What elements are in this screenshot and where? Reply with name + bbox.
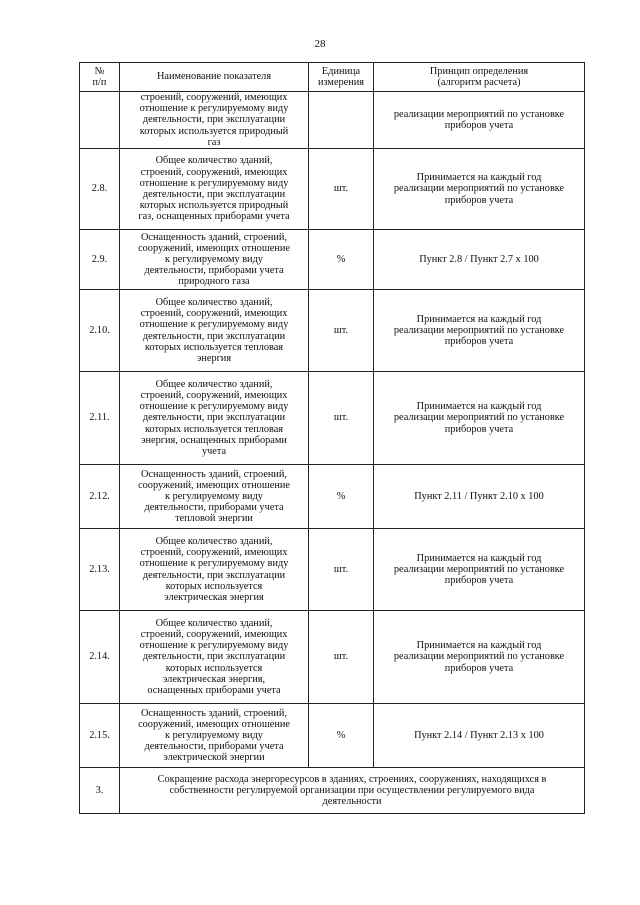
table-header-row: [80, 63, 585, 92]
table-row: [80, 704, 585, 768]
section-row: [80, 768, 585, 814]
header-rule: Принцип определения (алгоритм расчета): [374, 63, 585, 92]
cell-name: Общее количество зданий, строений, сооружений, имеющих отношение к регулируемому виду деятельности, при эксплуатации которых используется электрическая энергия, оснащенных приборами учета: [120, 611, 309, 704]
cell-unit: шт.: [309, 529, 374, 611]
cell-unit: шт.: [309, 372, 374, 465]
cell-unit: шт.: [309, 149, 374, 230]
cell-rule: Пункт 2.8 / Пункт 2.7 х 100: [374, 230, 585, 290]
cell-num: 2.8.: [80, 149, 120, 230]
cell-rule: Принимается на каждый год реализации мероприятий по установке приборов учета: [374, 149, 585, 230]
cell-rule: реализации мероприятий по установке приборов учета: [374, 92, 585, 149]
cell-unit: шт.: [309, 290, 374, 372]
cell-num: 2.14.: [80, 611, 120, 704]
table-row-continued: [80, 92, 585, 149]
indicators-table: [79, 62, 585, 814]
header-unit: Единица измерения: [309, 63, 374, 92]
cell-unit: шт.: [309, 611, 374, 704]
section-text: Сокращение расхода энергоресурсов в зданиях, строениях, сооружениях, находящихся в собственности регулируемой организации при осуществлении регулируемого вида деятельности: [120, 768, 585, 814]
cell-unit: %: [309, 465, 374, 529]
cell-num: 2.11.: [80, 372, 120, 465]
cell-name: Общее количество зданий, строений, сооружений, имеющих отношение к регулируемому виду деятельности, при эксплуатации которых используется природный газ, оснащенных приборами учета: [120, 149, 309, 230]
cell-rule: Пункт 2.11 / Пункт 2.10 х 100: [374, 465, 585, 529]
table-row: [80, 290, 585, 372]
table-row: [80, 230, 585, 290]
cell-name: Общее количество зданий, строений, сооружений, имеющих отношение к регулируемому виду деятельности, при эксплуатации которых используется тепловая энергия, оснащенных приборами учета: [120, 372, 309, 465]
cell-rule: Принимается на каждый год реализации мероприятий по установке приборов учета: [374, 372, 585, 465]
cell-name: Оснащенность зданий, строений, сооружений, имеющих отношение к регулируемому виду деятельности, приборами учета природного газа: [120, 230, 309, 290]
cell-rule: Принимается на каждый год реализации мероприятий по установке приборов учета: [374, 611, 585, 704]
cell-num: 2.10.: [80, 290, 120, 372]
header-name: Наименование показателя: [120, 63, 309, 92]
table-row: [80, 372, 585, 465]
table-row: [80, 465, 585, 529]
cell-name: Общее количество зданий, строений, сооружений, имеющих отношение к регулируемому виду деятельности, при эксплуатации которых используется электрическая энергия: [120, 529, 309, 611]
table-row: [80, 149, 585, 230]
table-row: [80, 529, 585, 611]
cell-num: 2.9.: [80, 230, 120, 290]
cell-name: Оснащенность зданий, строений, сооружений, имеющих отношение к регулируемому виду деятельности, приборами учета тепловой энергии: [120, 465, 309, 529]
header-num: № п/п: [80, 63, 120, 92]
cell-rule: Принимается на каждый год реализации мероприятий по установке приборов учета: [374, 529, 585, 611]
cell-num: 2.13.: [80, 529, 120, 611]
cell-name: строений, сооружений, имеющих отношение к регулируемому виду деятельности, при эксплуатации которых используется природный газ: [120, 92, 309, 149]
cell-unit: %: [309, 704, 374, 768]
cell-num: 2.15.: [80, 704, 120, 768]
cell-rule: Пункт 2.14 / Пункт 2.13 х 100: [374, 704, 585, 768]
cell-name: Оснащенность зданий, строений, сооружений, имеющих отношение к регулируемому виду деятельности, приборами учета электрической энергии: [120, 704, 309, 768]
cell-name: Общее количество зданий, строений, сооружений, имеющих отношение к регулируемому виду деятельности, при эксплуатации которых используется тепловая энергия: [120, 290, 309, 372]
cell-unit: [309, 92, 374, 149]
cell-num: [80, 92, 120, 149]
table-row: [80, 611, 585, 704]
cell-rule: Принимается на каждый год реализации мероприятий по установке приборов учета: [374, 290, 585, 372]
cell-unit: %: [309, 230, 374, 290]
page-number: 28: [314, 38, 326, 50]
section-num: 3.: [80, 768, 120, 814]
cell-num: 2.12.: [80, 465, 120, 529]
